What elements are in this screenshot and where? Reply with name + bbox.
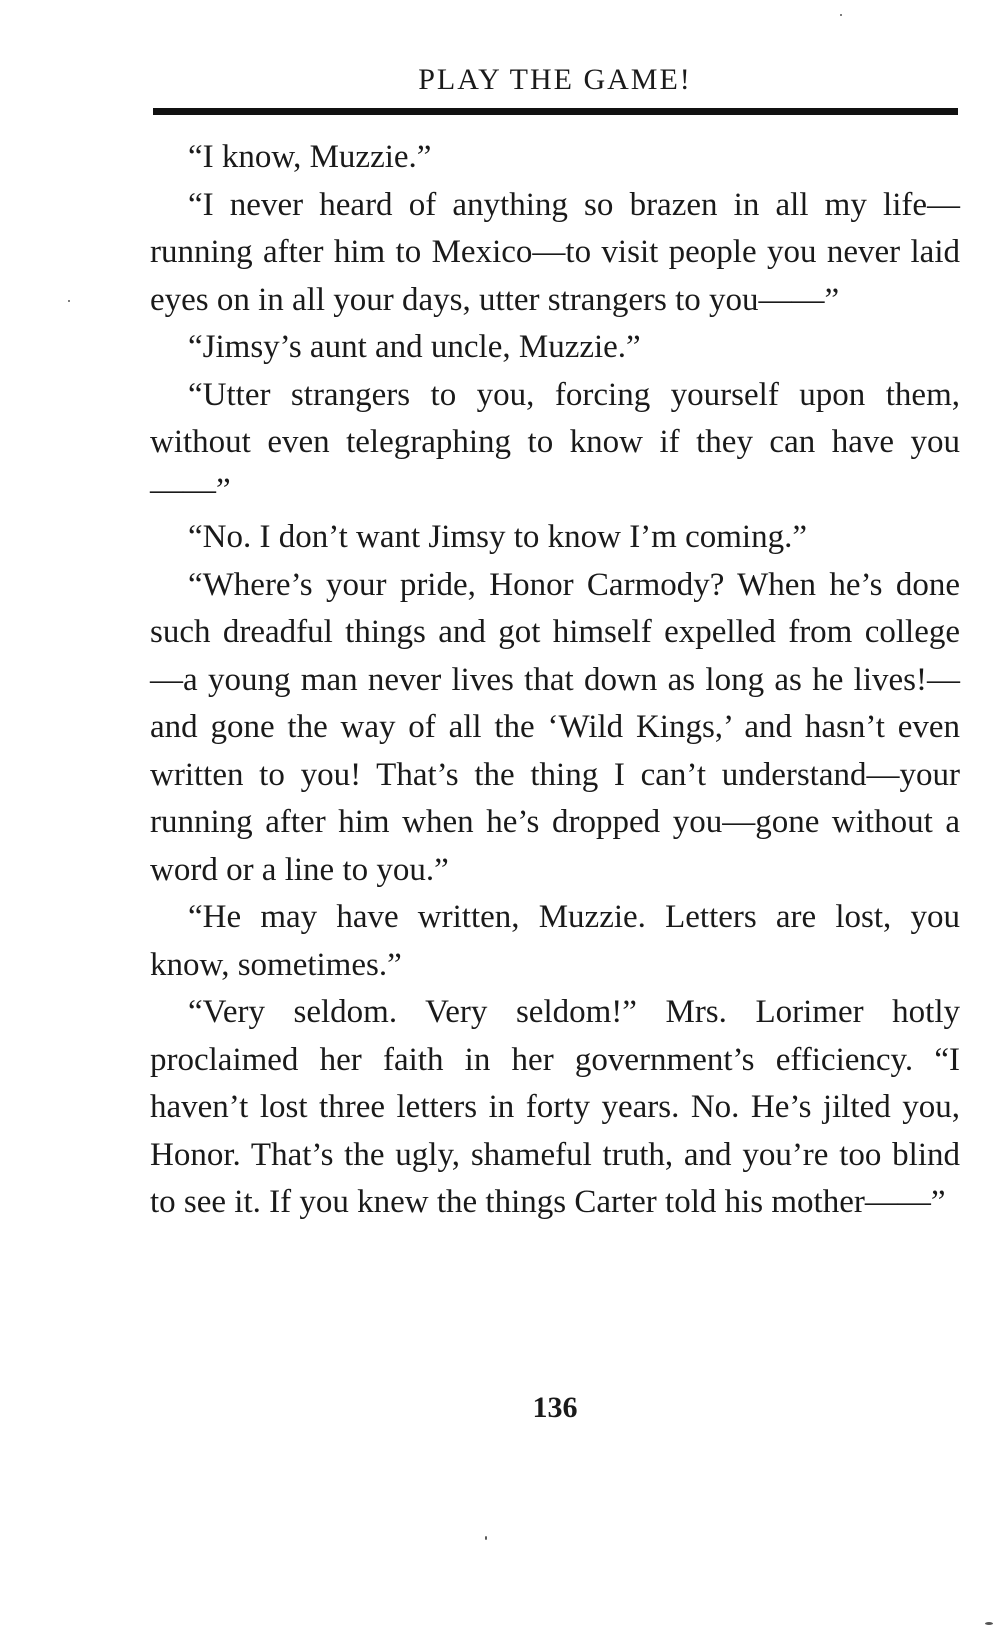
- paper-speck: [840, 14, 842, 16]
- paragraph: “Where’s your pride, Honor Carmody? When he’s done such dreadful things and got himself expelled from college—a young man never lives that down as long as he lives!—and gone the way of all the ‘Wild Kings,’ and hasn’t even written to you! That’s the thing I can’t understand—your running after him when he’s dropped you—gone without a word or a line to you.”: [150, 566, 960, 888]
- paragraph: “Very seldom. Very seldom!” Mrs. Lorimer hotly proclaimed her faith in her government’s efficiency. “I haven’t lost three letters in forty years. No. He’s jilted you, Honor. That’s the ugly, shameful truth, and you’re too blind to see it. If you knew the things Carter told his mother——”: [150, 994, 960, 1220]
- paragraph: “I never heard of anything so brazen in all my life—running after him to Mexico—to visit people you never laid eyes on in all your days, utter strangers to you——”: [150, 186, 960, 318]
- body-text: [150, 134, 960, 1227]
- paragraph: “Utter strangers to you, forcing yourself upon them, without even telegraphing to know if they can have you——”: [150, 376, 960, 508]
- paper-speck: [985, 1622, 993, 1625]
- paragraph: “I know, Muzzie.”: [188, 139, 432, 175]
- paragraph: “Jimsy’s aunt and uncle, Muzzie.”: [188, 329, 641, 365]
- paragraph: “He may have written, Muzzie. Letters are lost, you know, sometimes.”: [150, 899, 960, 983]
- page-number: 136: [532, 1391, 578, 1424]
- paper-speck: [485, 1536, 487, 1540]
- paragraph: “No. I don’t want Jimsy to know I’m coming.”: [188, 519, 807, 555]
- paper-speck: [68, 300, 70, 302]
- running-head: PLAY THE GAME!: [418, 63, 692, 96]
- header-rule: [153, 108, 958, 115]
